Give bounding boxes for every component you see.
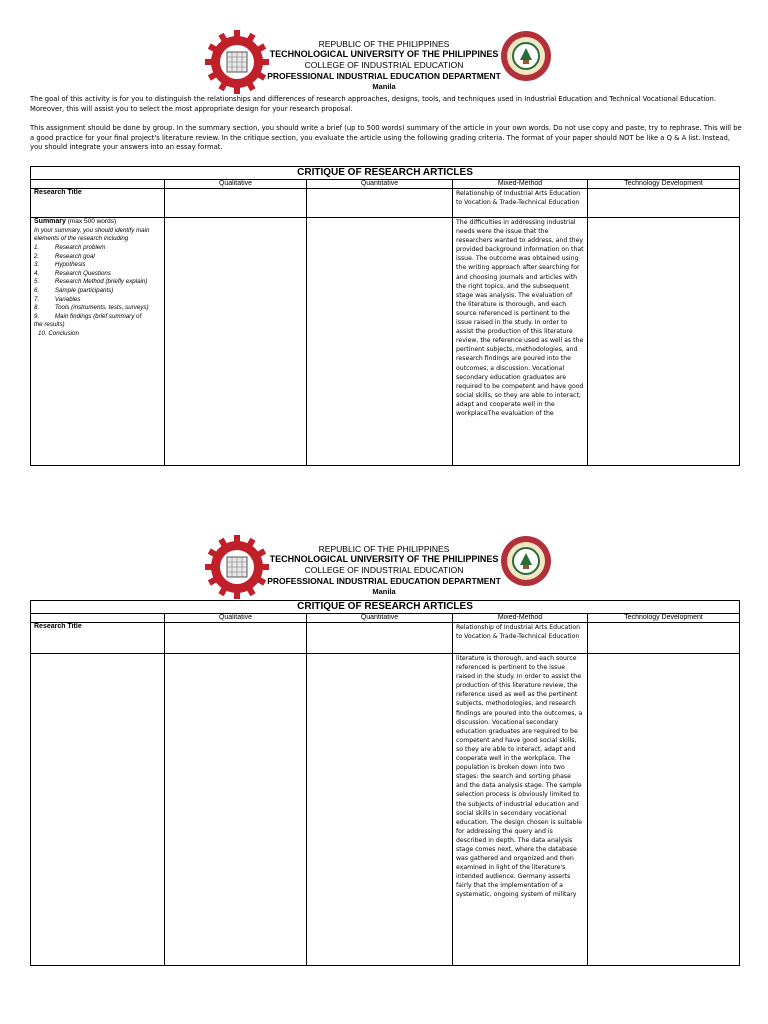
table-header-row [31, 180, 740, 189]
cell-qualitative-summary[interactable] [165, 654, 307, 966]
table-title: CRITIQUE OF RESEARCH ARTICLES [31, 167, 740, 180]
critique-table [30, 166, 740, 466]
summary-label-suffix: (max 500 words) [65, 218, 117, 225]
col-technology-development: Technology Development [588, 180, 740, 189]
summary-item-continued: the results) [34, 321, 65, 329]
cell-techdev-summary[interactable] [588, 218, 740, 466]
header-university: TECHNOLOGICAL UNIVERSITY OF THE PHILIPPINES [269, 554, 499, 564]
cell-quantitative-summary[interactable] [307, 654, 453, 966]
summary-item: 2. Research goal [34, 252, 95, 260]
table-header-row [31, 614, 740, 623]
cell-quantitative-title[interactable] [307, 189, 453, 218]
col-qualitative: Qualitative [165, 180, 307, 189]
summary-item: 3. Hypothesis [34, 261, 86, 269]
row-label-research-title: Research Title [31, 623, 165, 654]
header-college: COLLEGE OF INDUSTRIAL EDUCATION [304, 60, 464, 70]
col-qualitative: Qualitative [165, 614, 307, 623]
summary-instructions: In your summary, you should identify main elements of the research including [34, 226, 150, 243]
intro-paragraph-2: This assignment should be done by group. In the summary section, you should write a brief (up to 500 words) summary of the article in your own words. Do not use copy and paste, try to rephrase. This will be a good practice for your final project's literature review. In the critique section, you evaluate the article using the following grading criteria. The format of your paper should NOT be like a Q & A list. Instead, you should integrate your answers into an essay format. [30, 124, 742, 151]
header-blank [31, 180, 165, 189]
header-university: TECHNOLOGICAL UNIVERSITY OF THE PHILIPPINES [269, 49, 499, 59]
header-city: Manila [372, 82, 396, 91]
document-page-2 [0, 525, 768, 1024]
cell-mixed-method-title[interactable]: Relationship of Industrial Arts Education to Vocation & Trade-Technical Education [453, 189, 588, 218]
table-title: CRITIQUE OF RESEARCH ARTICLES [31, 601, 740, 614]
row-label-summary-blank [31, 654, 165, 966]
table-row [31, 623, 740, 654]
summary-label: Summary [34, 218, 66, 225]
cell-quantitative-summary[interactable] [307, 218, 453, 466]
row-label-summary [31, 218, 165, 466]
summary-item: 9. Main findings (brief summary of [34, 312, 142, 320]
summary-item: 4. Research Questions [34, 269, 111, 277]
col-mixed-method: Mixed-Method [453, 614, 588, 623]
header-blank [31, 614, 165, 623]
cell-qualitative-title[interactable] [165, 189, 307, 218]
header-republic: REPUBLIC OF THE PHILIPPINES [318, 39, 450, 49]
col-technology-development: Technology Development [588, 614, 740, 623]
col-quantitative: Quantitative [307, 614, 453, 623]
cell-techdev-title[interactable] [588, 189, 740, 218]
col-quantitative: Quantitative [307, 180, 453, 189]
row-label-research-title: Research Title [31, 189, 165, 218]
header-department: PROFESSIONAL INDUSTRIAL EDUCATION DEPARTMENT [267, 71, 501, 81]
summary-item: 1. Research problem [34, 243, 106, 251]
cell-mixed-method-title[interactable]: Relationship of Industrial Arts Education to Vocation & Trade-Technical Education [453, 623, 588, 654]
cell-mixed-method-summary[interactable]: The difficulties in addressing industrial needs were the issue that the researchers wanted to address, and they provided background information on that issue. The outcome was obtained using the writing approach after searching for and choosing journals and articles with the right topics, and the subsequent stage was analysis. The evaluation of the literature is thorough, and each source referenced is pertinent to the issue raised in the study. In order to assist the production of this literature review, the reference used as well as the pertinent subjects, methodologies, and research findings are poured into the outcomes, a discussion. Vocational secondary education graduates are required to be competent and have good social skills, so they are able to interact, adapt and cooperate well in the workplaceThe evaluation of the [453, 218, 588, 466]
summary-item: 7. Variables [34, 295, 81, 303]
summary-item: 8. Tools (instruments, tests, surveys) [34, 304, 149, 312]
critique-table [30, 600, 740, 966]
header-college: COLLEGE OF INDUSTRIAL EDUCATION [304, 565, 464, 575]
summary-item: 6. Sample (participants) [34, 286, 114, 294]
document-page-1 [0, 0, 768, 480]
table-row [31, 189, 740, 218]
header-republic: REPUBLIC OF THE PHILIPPINES [318, 544, 450, 554]
intro-paragraph-1: The goal of this activity is for you to distinguish the relationships and differences of research approaches, designs, tools, and techniques used in Industrial Education and Technical Vocational Education. Moreover, this will assist you to select the most appropriate design for your research proposal. [30, 95, 717, 113]
header-city: Manila [372, 587, 396, 596]
header-department: PROFESSIONAL INDUSTRIAL EDUCATION DEPARTMENT [267, 576, 501, 586]
cell-techdev-summary[interactable] [588, 654, 740, 966]
cell-qualitative-summary[interactable] [165, 218, 307, 466]
summary-item: 10. Conclusion [38, 329, 79, 337]
cell-mixed-method-summary[interactable]: literature is thorough, and each source referenced is pertinent to the issue raised in the study. In order to assist the production of this literature review, the reference used as well as the pertinent subjects, methodologies, and research findings are poured into the outcomes, a discussion. Vocational secondary education graduates are required to be competent and have good social skills, so they are able to interact, adapt and cooperate well in the workplace. The population is broken down into two stages: the search and sorting phase and the data analysis stage. The sample selection process is obviously limited to the subjects of industrial education and social skills in secondary vocational education. The design chosen is suitable for addressing the query and is described in depth. The data analysis stage comes next, where the database was gathered and organized and then examined in light of the literature's intended audience. Germany asserts fairly that the implementation of a systematic, ongoing system of military [453, 654, 588, 966]
col-mixed-method: Mixed-Method [453, 180, 588, 189]
table-row [31, 218, 740, 466]
letterhead [0, 30, 768, 92]
cell-qualitative-title[interactable] [165, 623, 307, 654]
letterhead [0, 535, 768, 597]
cell-quantitative-title[interactable] [307, 623, 453, 654]
table-row [31, 654, 740, 966]
summary-item: 5. Research Method (briefly explain) [34, 278, 148, 286]
cell-techdev-title[interactable] [588, 623, 740, 654]
